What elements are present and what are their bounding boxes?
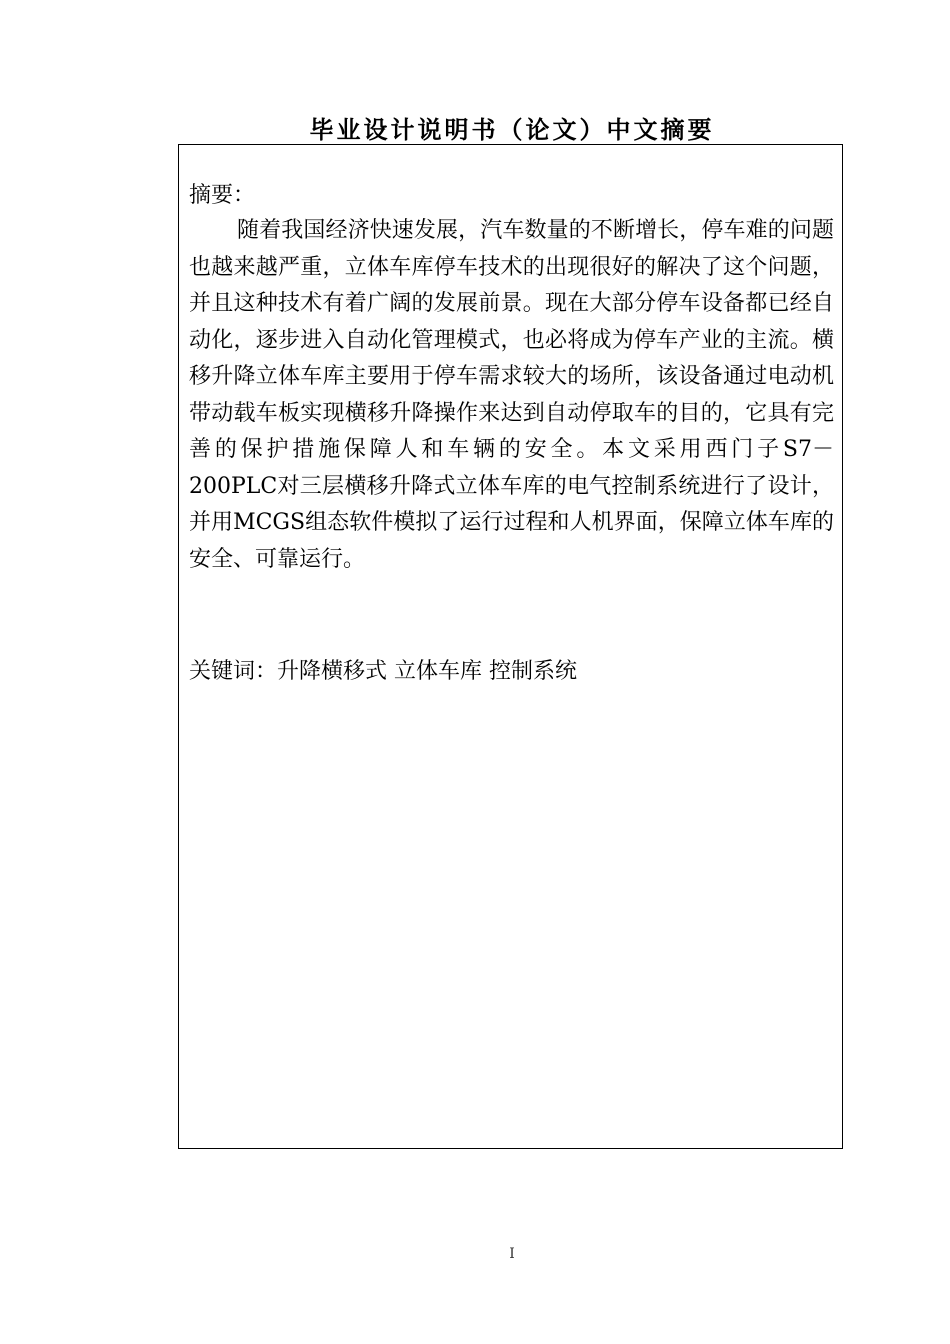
page-number: I [509, 1246, 515, 1262]
keywords-value: 升降横移式 立体车库 控制系统 [277, 659, 578, 684]
keywords-line [189, 655, 577, 689]
page-title: 毕业设计说明书（论文）中文摘要 [309, 116, 715, 144]
abstract-body: 随着我国经济快速发展，汽车数量的不断增长，停车难的问题也越来越严重，立体车库停车技术的出现很好的解决了这个问题，并且这种技术有着广阔的发展前景。现在大部分停车设备都已经自动化，逐步进入自动化管理模式，也必将成为停车产业的主流。横移升降立体车库主要用于停车需求较大的场所，该设备通过电动机带动载车板实现横移升降操作来达到自动停取车的目的，它具有完善的保护措施保障人和车辆的安全。本文采用西门子S7－200PLC对三层横移升降式立体车库的电气控制系统进行了设计，并用MCGS组态软件模拟了运行过程和人机界面，保障立体车库的安全、可靠运行。 [189, 218, 834, 572]
abstract-heading: 摘要： [189, 183, 256, 208]
keywords-label: 关键词： [189, 659, 278, 684]
abstract-box [178, 144, 843, 1149]
